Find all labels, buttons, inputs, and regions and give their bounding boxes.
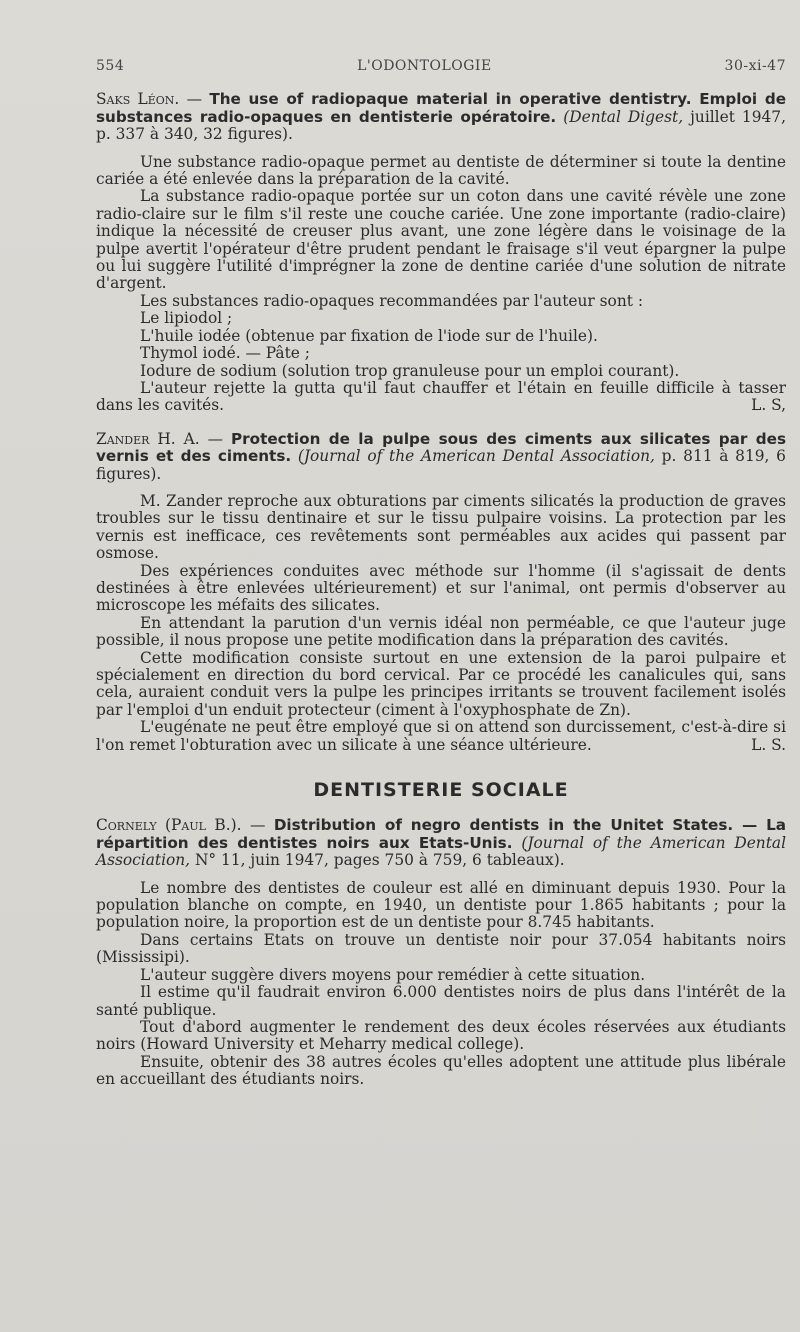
paragraph: Tout d'abord augmenter le rendement des deux écoles réservées aux étudiants noirs (Howard University et Meharry medical college).: [96, 1017, 786, 1054]
entry-source-details: N° 11, juin 1947, pages 750 à 759, 6 tableaux).: [190, 851, 565, 870]
page-number: 554: [96, 58, 125, 74]
entry-author: Cornely (Paul B.).: [96, 816, 242, 835]
entry-author: Zander H. A.: [96, 429, 200, 448]
closing-text: L'eugénate ne peut être employé que si on attend son durcissement, c'est-à-dire si l'on remet l'obturation avec un silicate à une séance ultérieure.: [96, 718, 786, 754]
paragraph: Les substances radio-opaques recommandées par l'auteur sont :: [140, 291, 643, 310]
paragraph: Cette modification consiste surtout en une extension de la paroi pulpaire et spécialement en direction du bord cervical. Par ce procédé les canalicules qui, sans cela, auraient conduit vers la pulpe les principes irritants se trouvent facilement isolés par l'emploi d'un enduit protecteur (ciment à l'oxyphosphate de Zn).: [96, 648, 786, 719]
paragraph: [96, 380, 786, 415]
entry-heading-zander: [96, 431, 786, 483]
paragraph: Il estime qu'il faudrait environ 6.000 dentistes noirs de plus dans l'intérêt de la santé publique.: [96, 983, 786, 1019]
paragraph: Une substance radio-opaque permet au dentiste de déterminer si toute la dentine cariée a été enlevée dans la préparation de la cavité.: [96, 152, 786, 189]
paragraph: En attendant la parution d'un vernis idéal non perméable, ce que l'auteur juge possible, il nous propose une petite modification dans la préparation des cavités.: [96, 613, 786, 650]
entry-heading-saks: [96, 91, 786, 143]
running-header: [96, 58, 786, 75]
paragraph: Des expériences conduites avec méthode sur l'homme (il s'agissait de dents destinées à être enlevées ultérieurement) et sur l'animal, ont permis d'observer au microscope les méfaits des silicates.: [96, 561, 786, 615]
paragraph: Ensuite, obtenir des 38 autres écoles qu'elles adoptent une attitude plus libérale en accueillant des étudiants noirs.: [96, 1052, 786, 1089]
entry-source-details: juillet 1947, p. 337 à 340, 32 figures).: [96, 107, 786, 144]
signature: L. S,: [751, 396, 786, 415]
paragraph: Le nombre des dentistes de couleur est allé en diminuant depuis 1930. Pour la population blanche on compte, en 1940, un dentiste pour 1.865 habitants ; pour la population noire, la proportion est de un dentiste pour 8.745 habitants.: [96, 878, 786, 932]
paragraph: L'auteur suggère divers moyens pour remédier à cette situation.: [140, 965, 646, 984]
list-item: Le lipiodol ;: [140, 309, 233, 328]
paragraph: M. Zander reproche aux obturations par ciments silicatés la production de graves troubles sur le tissu dentinaire et sur le tissu pulpaire voisins. La protection par les vernis est inefficace, ces revêtements sont perméables aux acides qui passent par osmose.: [96, 491, 786, 563]
entry-dash: —: [199, 429, 232, 448]
paragraph: La substance radio-opaque portée sur un coton dans une cavité révèle une zone radio-claire sur le film s'il reste une couche cariée. Une zone importante (radio-claire) indique la nécessité de creuser plus avant, une zone légère dans le voisinage de la pulpe avertit l'opérateur d'être prudent pendant le fraisage s'il veut épargner la pulpe ou lui suggère l'utilité d'imprégner la zone de dentine cariée d'une solution de nitrate d'argent.: [96, 187, 786, 293]
entry-title: Distribution of negro dentists in the Unitet States. — La répartition des dentistes noirs aux Etats-Unis.: [96, 816, 786, 852]
section-title: DENTISTERIE SOCIALE: [313, 779, 569, 802]
issue-date: 30-xi-47: [724, 58, 786, 74]
paragraph: Dans certains Etats on trouve un dentiste noir pour 37.054 habitants noirs (Mississipi).: [96, 930, 786, 967]
entry-dash: —: [241, 816, 274, 835]
entry-source-journal: (Journal of the American Dental Association,: [297, 447, 655, 466]
journal-title: L'ODONTOLOGIE: [357, 58, 492, 74]
closing-text: L'auteur rejette la gutta qu'il faut chauffer et l'étain en feuille difficile à tasser dans les cavités.: [96, 378, 786, 415]
entry-source-details: p. 811 à 819, 6 figures).: [96, 447, 786, 483]
entry-source-journal: (Journal of the American Dental Association,: [96, 833, 786, 870]
list-item: L'huile iodée (obtenue par fixation de l'iode sur de l'huile).: [140, 326, 598, 345]
list-item: Iodure de sodium (solution trop granuleuse pour un emploi courant).: [140, 361, 680, 380]
list-item: Thymol iodé. — Pâte ;: [140, 344, 310, 363]
page-content: [96, 58, 786, 1089]
entry-title: Protection de la pulpe sous des ciments aux silicates par des vernis et des ciments.: [96, 429, 786, 466]
entry-source-journal: (Dental Digest,: [563, 107, 684, 126]
paragraph: [96, 719, 786, 754]
entry-dash: —: [179, 90, 210, 109]
entry-title: The use of radiopaque material in operative dentistry. Emploi de substances radio-opaques en dentisterie opératoire.: [96, 90, 786, 126]
entry-heading-cornely: [96, 817, 786, 869]
entry-author: Saks Léon.: [96, 90, 180, 109]
signature: L. S.: [751, 735, 786, 754]
